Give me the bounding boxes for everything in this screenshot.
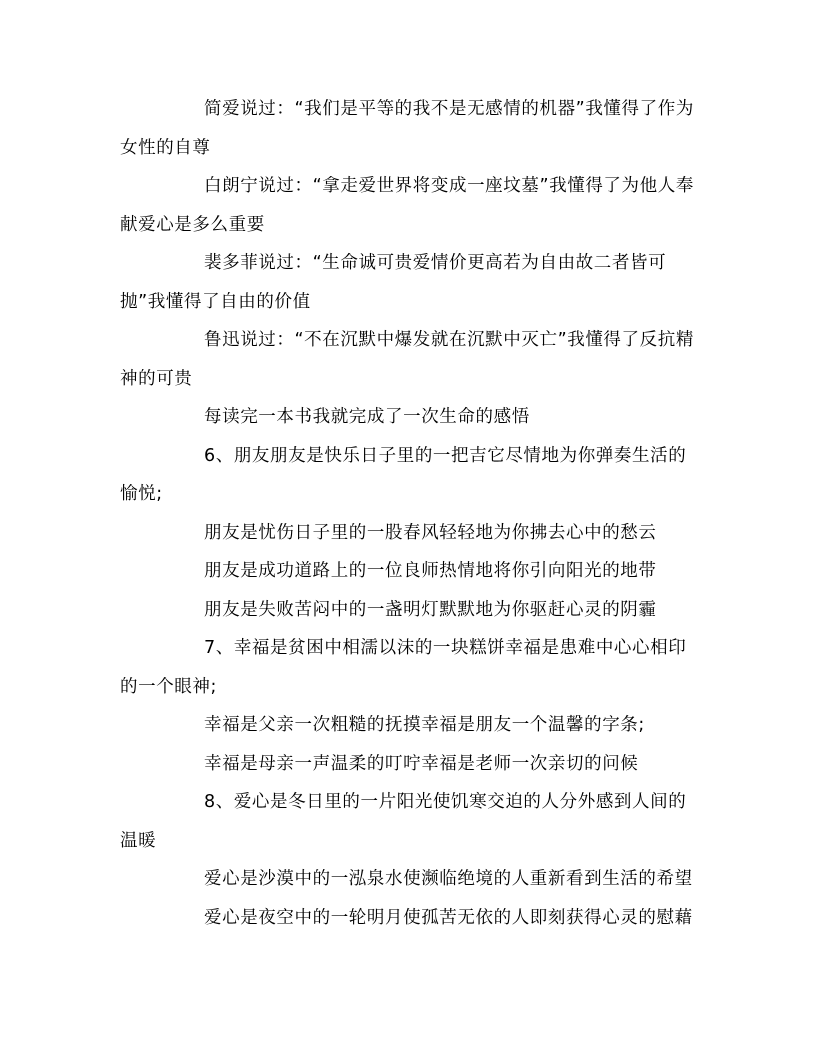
document-body	[120, 90, 700, 937]
paragraph-friend-success: 朋友是成功道路上的一位良师热情地将你引向阳光的地带	[204, 561, 657, 581]
paragraph-friend-failure: 朋友是失败苦闷中的一盏明灯默默地为你驱赶心灵的阴霾	[204, 599, 657, 620]
paragraph-jane-eyre: 简爱说过：“我们是平等的我不是无感情的机器”我懂得了作为女性的自尊	[120, 99, 694, 158]
paragraph-happiness-intro: 7、幸福是贫困中相濡以沫的一块糕饼幸福是患难中心心相印的一个眼神;	[120, 638, 687, 697]
paragraph-love-moon: 爱心是夜空中的一轮明月使孤苦无依的人即刻获得心灵的慰藉	[204, 907, 693, 928]
paragraph-happiness-father: 幸福是父亲一次粗糙的抚摸幸福是朋友一个温馨的字条;	[204, 715, 645, 735]
paragraph-browning: 白朗宁说过：“拿走爱世界将变成一座坟墓”我懂得了为他人奉献爱心是多么重要	[120, 176, 694, 235]
paragraph-love-intro: 8、爱心是冬日里的一片阳光使饥寒交迫的人分外感到人间的温暖	[120, 792, 687, 851]
paragraph-petofi: 裴多菲说过：“生命诚可贵爱情价更高若为自由故二者皆可抛”我懂得了自由的价值	[120, 253, 667, 312]
paragraph-happiness-mother: 幸福是母亲一声温柔的叮咛幸福是老师一次亲切的问候	[204, 753, 639, 774]
paragraph-friend-intro: 6、朋友朋友是快乐日子里的一把吉它尽情地为你弹奏生活的愉悦;	[120, 445, 687, 504]
paragraph-love-desert: 爱心是沙漠中的一泓泉水使濒临绝境的人重新看到生活的希望	[204, 869, 693, 889]
paragraph-friend-sad: 朋友是忧伤日子里的一股春风轻轻地为你拂去心中的愁云	[204, 522, 657, 543]
paragraph-reading: 每读完一本书我就完成了一次生命的感悟	[204, 407, 530, 427]
paragraph-luxun: 鲁迅说过：“不在沉默中爆发就在沉默中灭亡”我懂得了反抗精神的可贵	[120, 330, 694, 389]
